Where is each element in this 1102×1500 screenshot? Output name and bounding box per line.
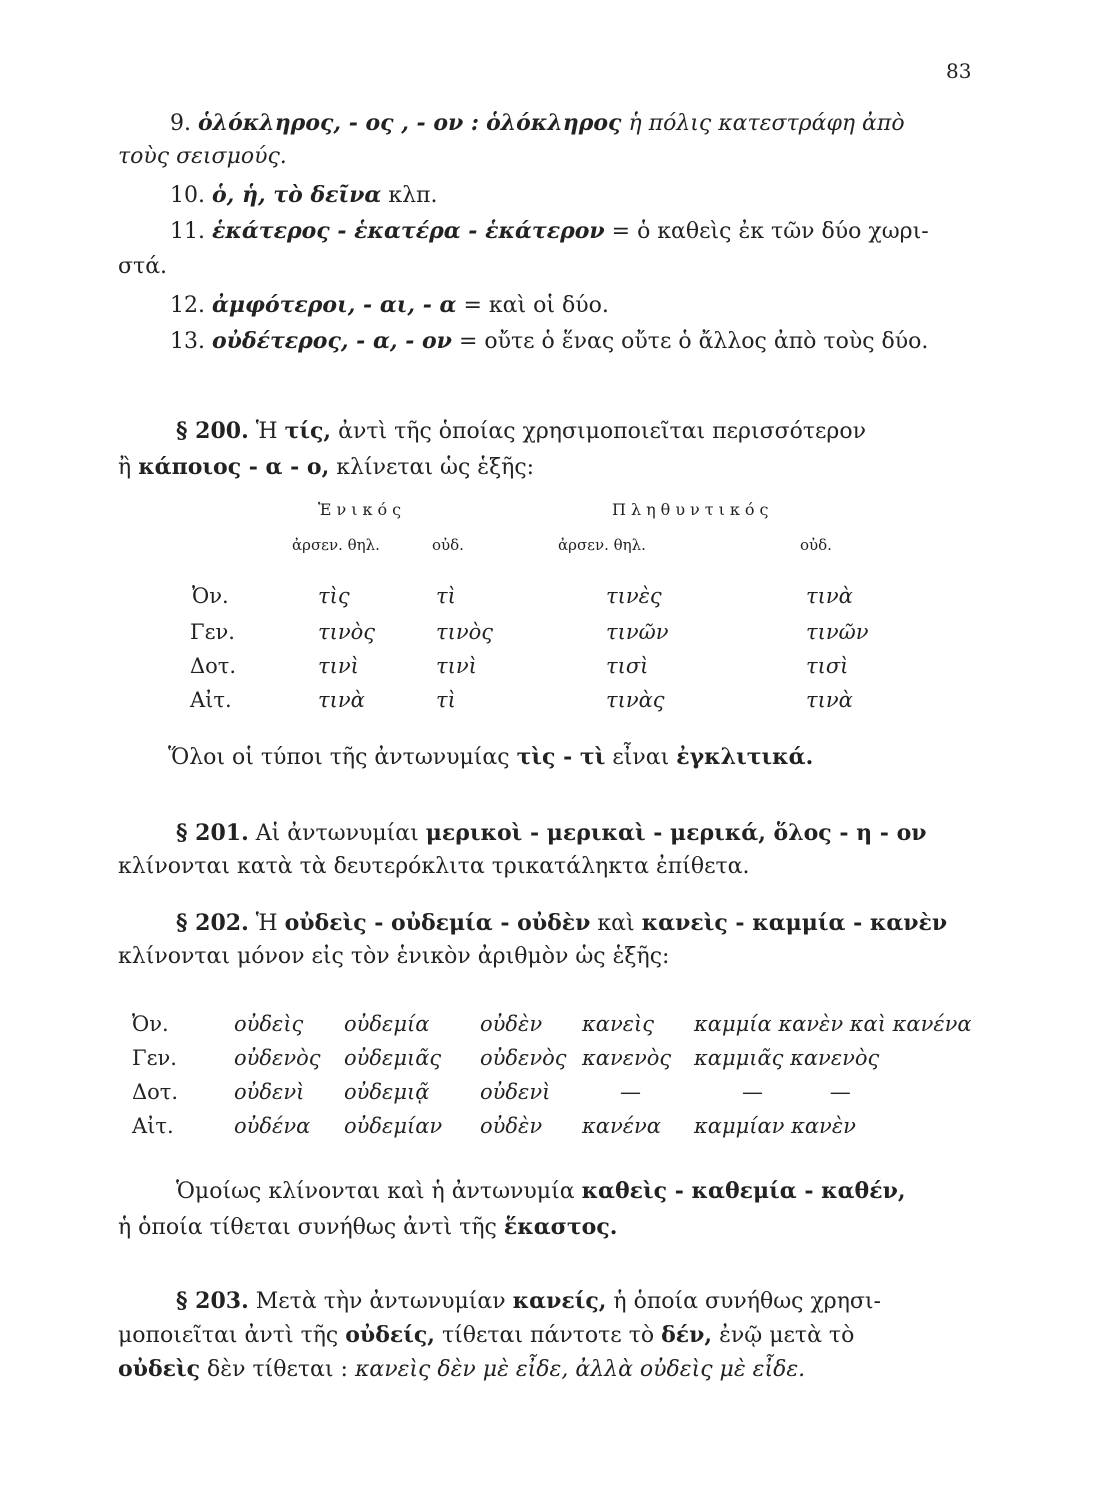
sub-header: ἀρσεν. θηλ.	[292, 536, 380, 554]
table-cell: οὐδεμίαν	[344, 1114, 443, 1138]
item-9-continuation: τοὺς σεισμούς.	[118, 144, 287, 169]
item-number: 11.	[170, 219, 205, 244]
section-202-line-2: κλίνονται μόνον εἰς τὸν ἑνικὸν ἀριθμὸν ὡς ἑξῆς:	[118, 944, 670, 969]
term: δέν,	[661, 1322, 713, 1348]
term: κανείς,	[512, 1288, 607, 1314]
table-cell: οὐδὲν	[480, 1114, 543, 1138]
item-term: ἑκάτερος - ἑκατέρα - ἑκάτερον	[212, 218, 605, 244]
case-label: Αἰτ.	[190, 688, 232, 712]
table-cell: καμμιᾶς κανενὸς	[694, 1046, 880, 1070]
section-203-line-1	[176, 1286, 881, 1317]
section-number: § 202.	[176, 910, 249, 936]
term: κανεὶς - καμμία - κανὲν	[641, 910, 948, 936]
item-text: κλπ.	[388, 183, 438, 208]
term: μερικοὶ - μερικαὶ - μερικά, ὅλος - η - ον	[425, 820, 927, 846]
table-cell: οὐδεὶς	[234, 1012, 304, 1036]
table-cell: τισὶ	[606, 654, 649, 678]
item-number: 12.	[170, 293, 205, 318]
table-cell: τινὶ	[436, 654, 477, 678]
case-label: Γεν.	[132, 1046, 177, 1070]
section-200-line-1	[176, 416, 866, 447]
table-cell: οὐδενὸς	[234, 1046, 321, 1070]
section-202-line-1	[176, 908, 947, 939]
table-cell: τισὶ	[806, 654, 849, 678]
section-203-line-2	[118, 1320, 854, 1351]
table-cell: οὐδένα	[234, 1114, 311, 1138]
item-text: = οὔτε ὁ ἕνας οὔτε ὁ ἄλλος ἀπὸ τοὺς δύο.	[458, 329, 929, 354]
item-number: 10.	[170, 183, 205, 208]
table-cell: — —	[742, 1080, 851, 1104]
table-cell: οὐδενὸς	[480, 1046, 567, 1070]
enclitic-note	[168, 742, 813, 773]
item-13	[170, 326, 928, 357]
item-9	[170, 108, 905, 139]
section-203-line-3	[118, 1354, 805, 1385]
table-cell: οὐδεμιᾶς	[344, 1046, 442, 1070]
table-cell: οὐδὲν	[480, 1012, 543, 1036]
text: τίθεται πάντοτε τὸ	[441, 1323, 655, 1348]
item-11	[170, 216, 929, 247]
example-text: ἡ πόλις κατεστράφη ἀπὸ	[628, 111, 905, 136]
page-number: 83	[946, 59, 972, 83]
table-cell: τινὸς	[436, 620, 494, 644]
case-label: Ὀν.	[132, 1012, 169, 1036]
term: οὐδεὶς	[118, 1356, 201, 1382]
text: Ὅλοι οἱ τύποι τῆς ἀντωνυμίας	[168, 745, 510, 770]
item-term: οὐδέτερος, - α, - ον	[212, 328, 452, 354]
table-cell: —	[620, 1080, 641, 1104]
header-plural: Πληθυντικός	[612, 500, 774, 519]
table-cell: κανεὶς	[582, 1012, 654, 1036]
sub-header: οὐδ.	[800, 536, 832, 554]
sub-header: οὐδ.	[432, 536, 464, 554]
table-cell: τινὲς	[606, 584, 662, 608]
sub-header: ἀρσεν. θηλ.	[558, 536, 646, 554]
text: ἀντὶ τῆς ὁποίας χρησιμοποιεῖται περισσότερον	[338, 419, 866, 444]
table-cell: οὐδενὶ	[480, 1080, 551, 1104]
section-201-line-2: κλίνονται κατὰ τὰ δευτερόκλιτα τρικατάληκτα ἐπίθετα.	[118, 854, 750, 879]
text: δὲν τίθεται :	[207, 1357, 348, 1382]
example-term: ὁλόκληρος	[486, 110, 622, 136]
table-cell: οὐδεμία	[344, 1012, 430, 1036]
text: καὶ	[597, 911, 635, 936]
term: ἕκαστος.	[503, 1214, 618, 1240]
item-term: ὁλόκληρος, - ος , - ον :	[198, 110, 480, 136]
section-number: § 200.	[176, 418, 249, 444]
term: οὐδεὶς - οὐδεμία - οὐδὲν	[284, 910, 591, 936]
table-cell: τινὰς	[606, 688, 665, 712]
table-cell: καμμία κανὲν καὶ κανένα	[694, 1012, 972, 1036]
similarly-line-1	[176, 1176, 906, 1207]
case-label: Δοτ.	[190, 654, 237, 678]
section-number: § 203.	[176, 1288, 249, 1314]
item-term: ἀμφότεροι, - αι, - α	[212, 292, 457, 318]
item-term: ὁ, ἡ, τὸ δεῖνα	[212, 182, 382, 208]
table-cell: τινὶ	[318, 654, 359, 678]
text: Ἡ	[255, 419, 278, 444]
text: εἶναι	[612, 745, 670, 770]
item-12	[170, 290, 609, 321]
section-201-line-1	[176, 818, 927, 849]
item-number: 13.	[170, 329, 205, 354]
text: Ὁμοίως κλίνονται καὶ ἡ ἀντωνυμία	[176, 1179, 575, 1204]
term: τὶς - τὶ	[516, 744, 606, 770]
text: κλίνεται ὡς ἑξῆς:	[336, 455, 535, 480]
text: ἡ ὁποία συνήθως χρησι-	[613, 1289, 881, 1314]
item-10	[170, 180, 438, 211]
term: τίς,	[284, 418, 332, 444]
table-cell: κανενὸς	[582, 1046, 672, 1070]
case-label: Δοτ.	[132, 1080, 179, 1104]
table-cell: τινὸς	[318, 620, 376, 644]
case-label: Γεν.	[190, 620, 235, 644]
item-11-continuation: στά.	[118, 254, 168, 279]
table-cell: κανένα	[582, 1114, 661, 1138]
section-number: § 201.	[176, 820, 249, 846]
term: ἐγκλιτικά.	[676, 744, 814, 770]
table-cell: τὶ	[436, 584, 456, 608]
item-number: 9.	[170, 111, 191, 136]
table-cell: οὐδεμιᾷ	[344, 1080, 430, 1104]
text: Ἡ	[255, 911, 278, 936]
table-cell: τινὰ	[806, 688, 853, 712]
table-cell: τινῶν	[806, 620, 869, 644]
term: κάποιος - α - ο,	[138, 454, 330, 480]
table-cell: καμμίαν κανὲν	[694, 1114, 856, 1138]
table-cell: τινῶν	[606, 620, 669, 644]
table-cell: τινὰ	[806, 584, 853, 608]
case-label: Ὀν.	[192, 584, 229, 608]
table-cell: οὐδενὶ	[234, 1080, 305, 1104]
text: ἡ ὁποία τίθεται συνήθως ἀντὶ τῆς	[118, 1215, 497, 1240]
text: ἢ	[118, 455, 132, 480]
text: μοποιεῖται ἀντὶ τῆς	[118, 1323, 339, 1348]
table-cell: τὶς	[318, 584, 350, 608]
item-text: = καὶ οἱ δύο.	[463, 293, 609, 318]
term: καθεὶς - καθεμία - καθέν,	[581, 1178, 906, 1204]
example-text: κανεὶς δὲν μὲ εἶδε, ἀλλὰ οὐδεὶς μὲ εἶδε.	[354, 1357, 806, 1382]
table-cell: τὶ	[436, 688, 456, 712]
header-singular: Ἑνικός	[318, 500, 407, 519]
text: Αἱ ἀντωνυμίαι	[255, 821, 419, 846]
similarly-line-2	[118, 1212, 617, 1243]
case-label: Αἰτ.	[132, 1114, 174, 1138]
term: οὐδείς,	[345, 1322, 435, 1348]
text: Μετὰ τὴν ἀντωνυμίαν	[255, 1289, 506, 1314]
text: ἐνῷ μετὰ τὸ	[719, 1323, 855, 1348]
table-cell: τινὰ	[318, 688, 365, 712]
item-text: = ὁ καθεὶς ἐκ τῶν δύο χωρι-	[611, 219, 929, 244]
section-200-line-2	[118, 452, 534, 483]
